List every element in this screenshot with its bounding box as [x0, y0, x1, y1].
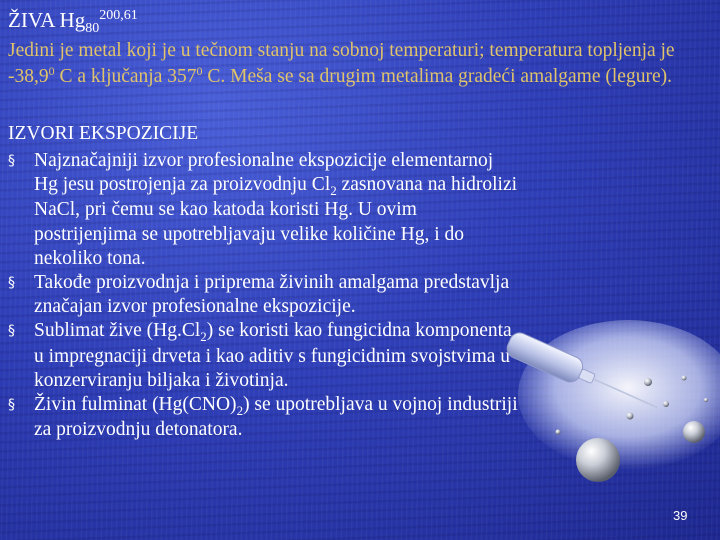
bullet-text: ) se koristi kao fungicidna komponenta u impregnaciji drveta i kao aditiv s fungicidnim svojstvima u konzerviranju biljaka i životinja.	[34, 320, 512, 391]
intro-paragraph	[8, 38, 718, 91]
mercury-drop-icon	[644, 378, 652, 386]
title-atomic-mass: 200,61	[99, 8, 138, 23]
bullet-subscript: 2	[200, 329, 207, 345]
bullet-subscript: 2	[330, 183, 337, 199]
bullet-item	[8, 271, 518, 319]
bullet-item	[8, 149, 518, 271]
intro-degree-2: 0	[196, 64, 203, 78]
mercury-syringe-image	[498, 320, 720, 490]
bullet-text: ) se upotrebljava u vojnoj industriji za proizvodnju detonatora.	[34, 394, 518, 441]
bullet-icon: §	[8, 275, 15, 292]
bullet-list	[8, 149, 518, 442]
bullet-text: Najznačajniji izvor profesionalne ekspozicije elementarnoj Hg jesu postrojenja za proizvodnju Cl	[34, 150, 494, 196]
page-number: 39	[673, 508, 688, 523]
bullet-icon: §	[8, 153, 15, 169]
intro-text-3: C. Meša se sa drugim metalima gradeći amalgame (legure).	[202, 66, 672, 87]
title-element: ŽIVA Hg	[8, 8, 86, 32]
slide-title	[8, 6, 138, 38]
mercury-drop-icon	[682, 376, 687, 381]
image-backdrop	[518, 320, 720, 470]
mercury-drop-icon	[576, 438, 620, 482]
mercury-drop-icon	[683, 421, 705, 443]
bullet-icon: §	[8, 323, 15, 340]
intro-text-2: C a ključanja 357	[54, 66, 197, 87]
bullet-text: Živin fulminat (Hg(CNO)	[34, 394, 237, 416]
intro-text-1: Jedini je metal koji je u tečnom stanju na sobnoj temperaturi; temperatura topljenja je -38,9	[8, 40, 675, 87]
mercury-drop-icon	[663, 401, 669, 407]
mercury-drop-icon	[627, 413, 634, 420]
bullet-icon: §	[8, 397, 15, 414]
intro-degree-1: 0	[48, 64, 55, 78]
mercury-drop-icon	[704, 398, 708, 402]
bullet-text: zasnovana na hidrolizi NaCl, pri čemu se kao katoda koristi Hg. U ovim postrijenjima se upotrebljavaju velike količine Hg, i do nekoliko tona.	[34, 174, 518, 269]
title-atomic-number: 80	[85, 21, 100, 36]
mercury-drop-icon	[556, 430, 561, 435]
section-heading: IZVORI EKSPOZICIJE	[8, 123, 199, 144]
bullet-subscript: 2	[236, 403, 244, 419]
bullet-text: Sublimat žive (Hg.Cl	[34, 320, 201, 342]
bullet-item	[8, 393, 518, 442]
bullet-item	[8, 319, 518, 393]
bullet-text: Takođe proizvodnja i priprema živinih amalgama predstavlja značajan izvor profesionalne ekspozicije.	[34, 272, 510, 318]
